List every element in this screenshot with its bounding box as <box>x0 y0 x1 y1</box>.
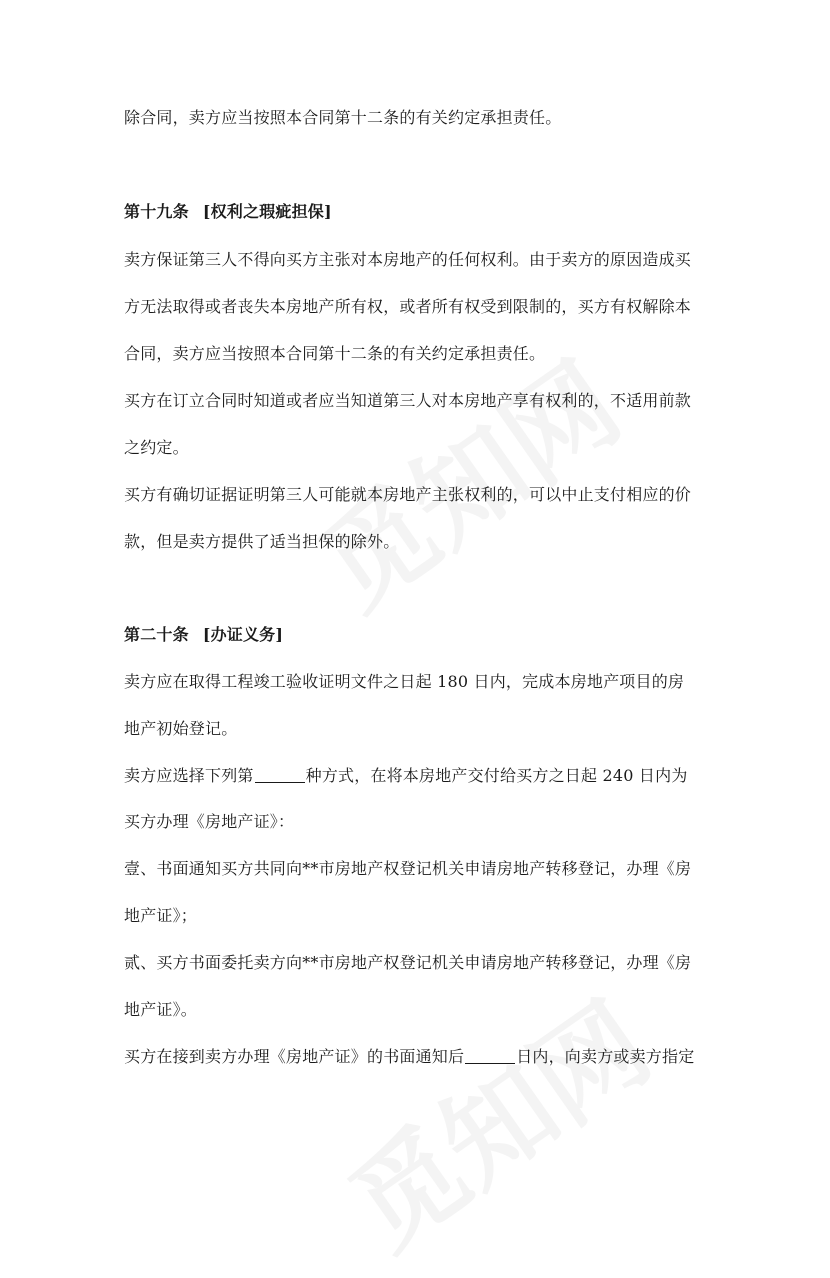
paragraph-line-with-blank <box>124 766 688 786</box>
paragraph-line: 买方有确切证据证明第三人可能就本房地产主张权利的，可以中止支付相应的价 <box>124 485 692 504</box>
article-title: [权利之瑕疵担保] <box>202 202 332 221</box>
watermark <box>285 320 646 639</box>
paragraph-line: 除合同，卖方应当按照本合同第十二条的有关约定承担责任。 <box>124 108 562 127</box>
paragraph-line: 方无法取得或者丧失本房地产所有权，或者所有权受到限制的，买方有权解除本 <box>124 297 692 316</box>
paragraph-line: 贰、买方书面委托卖方向**市房地产权登记机关申请房地产转移登记，办理《房 <box>124 953 692 972</box>
paragraph-line: 卖方保证第三人不得向买方主张对本房地产的任何权利。由于卖方的原因造成买 <box>124 250 692 269</box>
watermark-bottom <box>315 960 676 1278</box>
article-title: [办证义务] <box>202 625 284 644</box>
paragraph-line: 款，但是卖方提供了适当担保的除外。 <box>124 532 400 551</box>
paragraph-line: 之约定。 <box>124 438 189 457</box>
paragraph-line-with-blank <box>124 1047 694 1067</box>
text-segment: 种方式，在将本房地产交付给买方之日起 240 日内为 <box>305 766 688 785</box>
text-segment: 买方在接到卖方办理《房地产证》的书面通知后 <box>124 1047 465 1066</box>
paragraph-line: 卖方应在取得工程竣工验收证明文件之日起 180 日内，完成本房地产项目的房 <box>124 672 685 691</box>
paragraph-line: 买方在订立合同时知道或者应当知道第三人对本房地产享有权利的，不适用前款 <box>124 391 692 410</box>
paragraph-line: 壹、书面通知买方共同向**市房地产权登记机关申请房地产转移登记，办理《房 <box>124 859 692 878</box>
article-19-heading <box>124 202 332 222</box>
paragraph-line: 地产初始登记。 <box>124 719 238 738</box>
fill-in-blank <box>255 766 305 783</box>
text-segment: 日内，向卖方或卖方指定 <box>516 1047 695 1066</box>
paragraph-line: 合同，卖方应当按照本合同第十二条的有关约定承担责任。 <box>124 344 546 363</box>
paragraph-line: 地产证》。 <box>124 1000 198 1019</box>
paragraph-line: 地产证》； <box>124 906 198 925</box>
article-number: 第十九条 <box>124 202 189 221</box>
paragraph-line: 买方办理《房地产证》： <box>124 812 295 831</box>
fill-in-blank <box>465 1047 515 1064</box>
article-20-heading <box>124 625 283 645</box>
article-number: 第二十条 <box>124 625 189 644</box>
text-segment: 卖方应选择下列第 <box>124 766 254 785</box>
